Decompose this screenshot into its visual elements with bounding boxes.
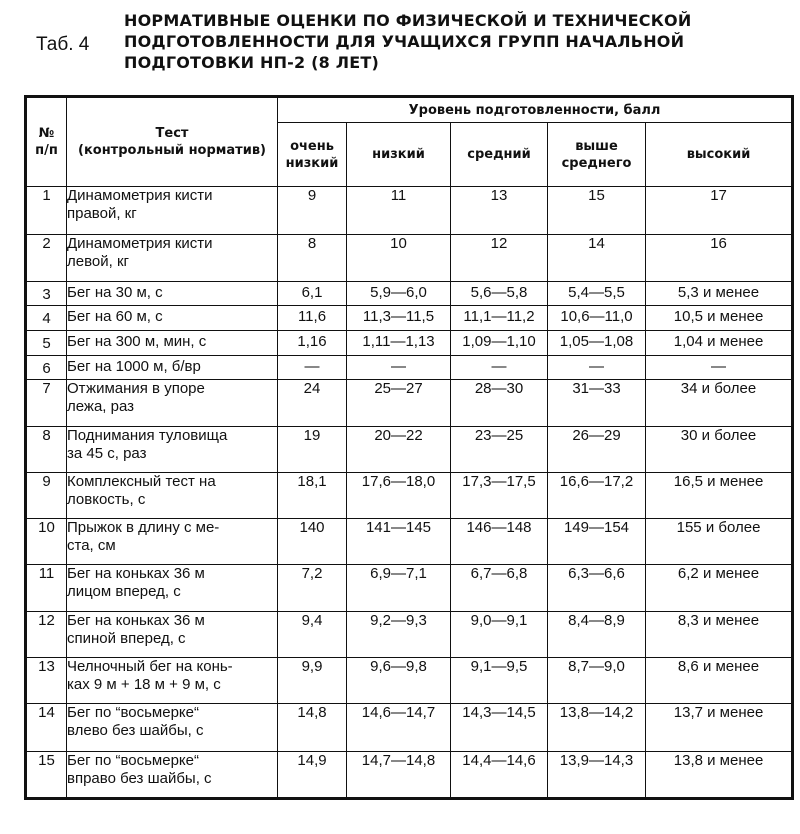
- norms-table: [24, 95, 794, 800]
- row-number: 6: [26, 355, 67, 380]
- header-level-line: среднего: [561, 155, 632, 171]
- test-name-line: Отжимания в упоре: [67, 380, 205, 398]
- table-row: [26, 281, 793, 306]
- level-value: 7,2: [278, 565, 347, 611]
- test-name-line: Динамометрия кисти: [67, 235, 213, 253]
- level-value: 30 и более: [646, 426, 793, 472]
- table-row: [26, 657, 793, 703]
- row-number: 11: [26, 565, 67, 611]
- level-value: 155 и более: [646, 519, 793, 565]
- test-name-line: Челночный бег на конь-: [67, 657, 233, 675]
- test-name: [67, 306, 278, 331]
- level-value: 9,2—9,3: [347, 611, 451, 657]
- test-name-line: вправо без шайбы, с: [67, 769, 212, 787]
- level-value: 8,6 и менее: [646, 657, 793, 703]
- level-value: 9,0—9,1: [451, 611, 548, 657]
- row-number: 1: [26, 187, 67, 235]
- table-row: [26, 519, 793, 565]
- test-name-line: ках 9 м + 18 м + 9 м, с: [67, 675, 221, 693]
- level-value: —: [646, 355, 793, 380]
- test-name: [67, 187, 278, 235]
- test-name-line: Бег по “восьмерке“: [67, 704, 199, 722]
- row-number: 4: [26, 306, 67, 331]
- test-name: [67, 611, 278, 657]
- table-row: [26, 704, 793, 751]
- row-number: 15: [26, 751, 67, 798]
- level-value: 10,6—11,0: [548, 306, 646, 331]
- header-num-line: №: [38, 126, 55, 141]
- level-value: 149—154: [548, 519, 646, 565]
- test-name-line: Прыжок в длину с ме-: [67, 519, 220, 537]
- level-value: 31—33: [548, 380, 646, 426]
- level-value: 9,6—9,8: [347, 657, 451, 703]
- title-line: ПОДГОТОВЛЕННОСТИ ДЛЯ УЧАЩИХСЯ ГРУПП НАЧАЛЬНОЙ: [124, 32, 685, 51]
- test-name-line: лежа, раз: [67, 398, 135, 416]
- table-row: [26, 306, 793, 331]
- level-value: 11,1—11,2: [451, 306, 548, 331]
- level-value: 8,4—8,9: [548, 611, 646, 657]
- level-value: 146—148: [451, 519, 548, 565]
- level-value: 14: [548, 235, 646, 281]
- level-value: 34 и более: [646, 380, 793, 426]
- table-row: [26, 426, 793, 472]
- title-line: ПОДГОТОВКИ НП-2 (8 ЛЕТ): [124, 53, 379, 72]
- level-value: 5,4—5,5: [548, 281, 646, 306]
- level-value: 5,3 и менее: [646, 281, 793, 306]
- level-value: 14,8: [278, 704, 347, 751]
- row-number: 13: [26, 657, 67, 703]
- level-value: 13,9—14,3: [548, 751, 646, 798]
- level-value: 8,7—9,0: [548, 657, 646, 703]
- header-num-line: п/п: [35, 143, 58, 158]
- level-value: 10: [347, 235, 451, 281]
- level-value: 24: [278, 380, 347, 426]
- test-name-line: ста, см: [67, 537, 116, 555]
- header-level-group: Уровень подготовленности, балл: [278, 97, 793, 123]
- test-name-line: Бег по “восьмерке“: [67, 751, 199, 769]
- header-level: [347, 123, 451, 187]
- level-value: 16,5 и менее: [646, 472, 793, 518]
- test-name: [67, 355, 278, 380]
- test-name-line: Бег на 1000 м, б/вр: [67, 357, 201, 375]
- header-test: [67, 97, 278, 187]
- level-value: 16: [646, 235, 793, 281]
- test-name-line: Комплексный тест на: [67, 472, 216, 490]
- row-number: 14: [26, 704, 67, 751]
- row-number: 10: [26, 519, 67, 565]
- level-value: 18,1: [278, 472, 347, 518]
- header-level-line: выше: [575, 138, 618, 154]
- table-caption: Таб. 4: [36, 34, 90, 55]
- row-number: 3: [26, 281, 67, 306]
- level-value: 1,16: [278, 330, 347, 355]
- title-line: НОРМАТИВНЫЕ ОЦЕНКИ ПО ФИЗИЧЕСКОЙ И ТЕХНИЧЕСКОЙ: [124, 11, 692, 30]
- test-name: [67, 565, 278, 611]
- level-value: 10,5 и менее: [646, 306, 793, 331]
- row-number: 7: [26, 380, 67, 426]
- level-value: 1,04 и менее: [646, 330, 793, 355]
- level-value: 11,6: [278, 306, 347, 331]
- test-name-line: Бег на коньках 36 м: [67, 565, 205, 583]
- level-value: 14,6—14,7: [347, 704, 451, 751]
- table-row: [26, 751, 793, 798]
- level-value: 6,9—7,1: [347, 565, 451, 611]
- table-row: [26, 187, 793, 235]
- level-value: 12: [451, 235, 548, 281]
- level-value: 6,1: [278, 281, 347, 306]
- row-number: 12: [26, 611, 67, 657]
- test-name-line: влево без шайбы, с: [67, 722, 204, 740]
- level-value: 17,6—18,0: [347, 472, 451, 518]
- level-value: 17,3—17,5: [451, 472, 548, 518]
- test-name-line: Поднимания туловища: [67, 426, 228, 444]
- row-number: 9: [26, 472, 67, 518]
- level-value: 25—27: [347, 380, 451, 426]
- level-value: 141—145: [347, 519, 451, 565]
- table-row: [26, 355, 793, 380]
- test-name-line: левой, кг: [67, 253, 129, 271]
- test-name-line: Динамометрия кисти: [67, 187, 213, 204]
- header-level-line: средний: [467, 147, 531, 162]
- level-value: 6,2 и менее: [646, 565, 793, 611]
- test-name: [67, 704, 278, 751]
- level-value: 6,3—6,6: [548, 565, 646, 611]
- level-value: 15: [548, 187, 646, 235]
- level-value: 13,7 и менее: [646, 704, 793, 751]
- level-value: 8: [278, 235, 347, 281]
- level-value: 11,3—11,5: [347, 306, 451, 331]
- test-name-line: Бег на 300 м, мин, с: [67, 332, 207, 350]
- level-value: —: [451, 355, 548, 380]
- test-name: [67, 751, 278, 798]
- level-value: 23—25: [451, 426, 548, 472]
- test-name-line: Бег на 30 м, с: [67, 283, 163, 301]
- level-value: 13,8 и менее: [646, 751, 793, 798]
- level-value: 9,1—9,5: [451, 657, 548, 703]
- test-name-line: ловкость, с: [67, 490, 146, 508]
- level-value: 16,6—17,2: [548, 472, 646, 518]
- row-number: 5: [26, 330, 67, 355]
- level-value: 14,9: [278, 751, 347, 798]
- level-value: —: [347, 355, 451, 380]
- table-title: [124, 10, 784, 73]
- header-test-line: (контрольный норматив): [78, 143, 266, 158]
- test-name: [67, 472, 278, 518]
- test-name-line: Бег на 60 м, с: [67, 308, 163, 326]
- level-value: 5,6—5,8: [451, 281, 548, 306]
- test-name: [67, 380, 278, 426]
- test-name-line: Бег на коньках 36 м: [67, 611, 205, 629]
- level-value: 1,11—1,13: [347, 330, 451, 355]
- test-name: [67, 235, 278, 281]
- table-row: [26, 472, 793, 518]
- level-value: 14,3—14,5: [451, 704, 548, 751]
- header-level-line: низкий: [285, 155, 339, 171]
- table-row: [26, 611, 793, 657]
- level-value: 8,3 и менее: [646, 611, 793, 657]
- header-level: [278, 123, 347, 187]
- level-value: 17: [646, 187, 793, 235]
- level-value: 11: [347, 187, 451, 235]
- level-value: 13: [451, 187, 548, 235]
- test-name-line: за 45 с, раз: [67, 444, 147, 462]
- level-value: —: [548, 355, 646, 380]
- header-level-line: очень: [290, 138, 334, 154]
- test-name: [67, 281, 278, 306]
- level-value: 20—22: [347, 426, 451, 472]
- test-name-line: спиной вперед, с: [67, 629, 186, 647]
- level-value: 14,7—14,8: [347, 751, 451, 798]
- level-value: 9,9: [278, 657, 347, 703]
- test-name: [67, 330, 278, 355]
- level-value: 14,4—14,6: [451, 751, 548, 798]
- header-test-line: Тест: [155, 126, 189, 141]
- table-row: [26, 380, 793, 426]
- level-value: 140: [278, 519, 347, 565]
- level-value: 28—30: [451, 380, 548, 426]
- test-name-line: правой, кг: [67, 205, 137, 222]
- header-level: [646, 123, 793, 187]
- level-value: 19: [278, 426, 347, 472]
- level-value: 13,8—14,2: [548, 704, 646, 751]
- row-number: 8: [26, 426, 67, 472]
- header-level: [451, 123, 548, 187]
- level-value: 1,09—1,10: [451, 330, 548, 355]
- level-value: 9: [278, 187, 347, 235]
- level-value: 5,9—6,0: [347, 281, 451, 306]
- test-name: [67, 519, 278, 565]
- test-name: [67, 657, 278, 703]
- test-name-line: лицом вперед, с: [67, 583, 181, 601]
- header-level-line: низкий: [372, 147, 425, 162]
- table-row: [26, 235, 793, 281]
- header-level: [548, 123, 646, 187]
- header-num: [26, 97, 67, 187]
- header-level-line: высокий: [686, 147, 751, 162]
- table-row: [26, 330, 793, 355]
- level-value: —: [278, 355, 347, 380]
- level-value: 1,05—1,08: [548, 330, 646, 355]
- level-value: 26—29: [548, 426, 646, 472]
- table-row: [26, 565, 793, 611]
- test-name: [67, 426, 278, 472]
- row-number: 2: [26, 235, 67, 281]
- table-body: [26, 187, 793, 799]
- level-value: 6,7—6,8: [451, 565, 548, 611]
- level-value: 9,4: [278, 611, 347, 657]
